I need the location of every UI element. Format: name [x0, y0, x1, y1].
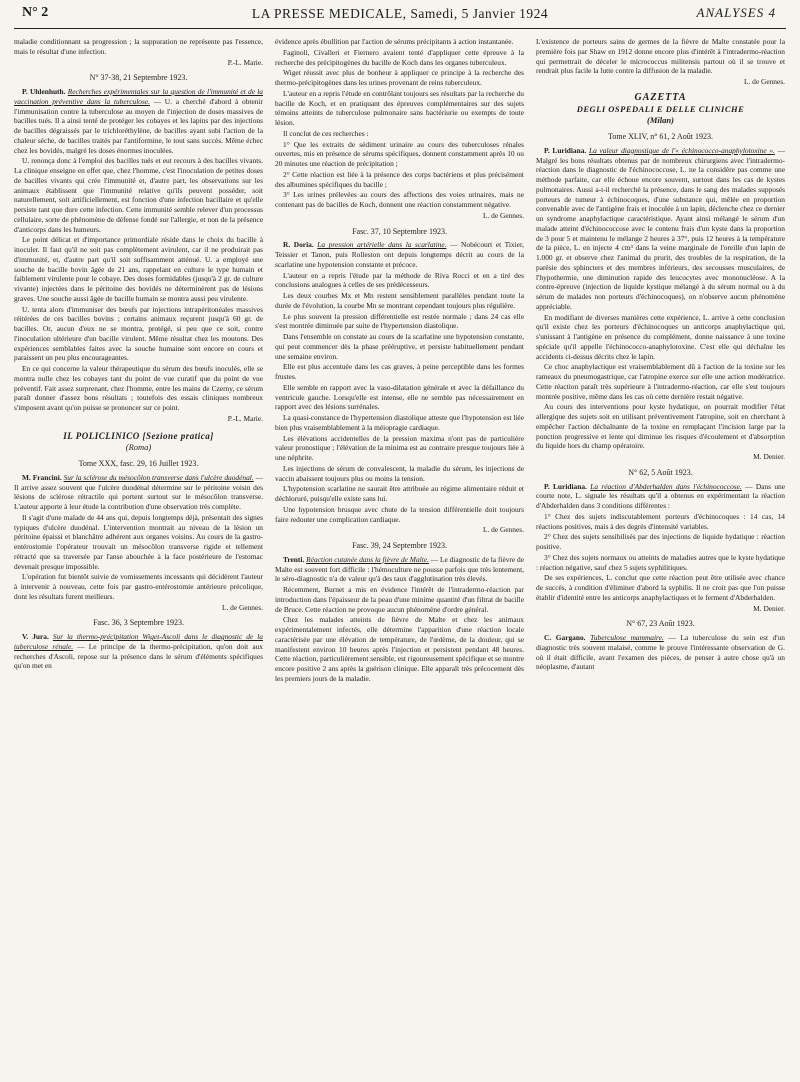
article-lead — [275, 240, 524, 269]
issue-date: Fasc. 36, 3 Septembre 1923. — [93, 618, 184, 628]
column-3 — [536, 37, 785, 685]
column-2 — [275, 37, 524, 685]
article-title: La valeur diagnostique de l'« échinococco-anaphylotoxine ». — [589, 145, 775, 155]
article-title: La pression artérielle dans la scarlatine. — [317, 240, 447, 250]
article-lead — [14, 87, 263, 155]
article-text: — Le diagnostic de la fièvre de Malte est souvent fort difficile : l'hémoculture ne pousse parfois que très lentement, le séro-diagnostic n'a de valeur qu'à des taux d'agglutination très élevés. — [275, 554, 525, 584]
article-author: R. Doria. — [283, 240, 314, 250]
paragraph: Wiget réussit avec plus de bonheur à appliquer ce principe à la recherche des thermo-précipitogènes dans les urines provenant de reins tuberculeux. — [275, 68, 524, 87]
paragraph: maladie conditionnant sa progression ; la suppuration ne représente pas l'essence, mais le résultat d'une infection. — [14, 37, 263, 56]
article-text: — Dans une courte note, L. signale les résultats qu'il a obtenus en expérimentant la réaction d'Abderhalden dans 3 conditions différentes : — [536, 481, 785, 510]
paragraph: 3° Les urines prélevées au cours des affections des voies urinaires, mais ne contenant pas de bacilles de Koch, donnent une réaction constamment négative. — [275, 190, 524, 209]
article-title: Sur la thermo-précipitation Wiget-Ascoli dans le diagnostic de la tuberculose rénale. — [14, 632, 263, 651]
article-lead — [14, 632, 263, 671]
journal-section-subtitle: DEGLI OSPEDALI E DELLE CLINICHE — [576, 103, 745, 114]
paragraph: L'existence de porteurs sains de germes de la fièvre de Malte constatée pour la première fois par Shaw en 1912 donne encore plus d'intérêt à l'intradermo-réaction qui permettrait de déceler le micrococcus militensis partout où il se trouve et rendrait plus facile la lutte contre la diffusion de la maladie. — [536, 37, 785, 76]
paragraph: En ce qui concerne la valeur thérapeutique du sérum des bœufs inoculés, elle se montra nulle chez les cobayes tant du point de vue curatif que du point de vue préventif. Fait assez surprenant, chez l'homme, entre les mains de Czerny, ce sérum paraît donner d'assez bons résultats ; toutefois des essais cliniques nombreux s'imposent avant qu'on puisse se prononcer sur ce point. — [14, 364, 263, 412]
issue-date: Tome XLIV, n° 61, 2 Août 1923. — [608, 132, 713, 141]
columns — [14, 29, 786, 685]
article-author: P. Luridiana. — [544, 481, 587, 491]
paragraph: U. renonça donc à l'emploi des bacilles tués et eut recours à des bacilles vivants. La clinique enseigne en effet que, chez l'homme, c'est l'inoculation de petites doses de bacilles vivants qui crée l'immunité et, d'autre part, les observations sur les animaux établissent que l'immunité relative qu'ils peuvent posséder, soit naturellement, soit artificiellement, est fonction d'une infection bacillaire et qu'elle persiste tant que dure cette infection. Cette immunité semble relever d'un processus cellulaire, sorte de phénomène de défense fondé sur l'allergie, et non de la présence d'anticorps dans les humeurs. — [14, 156, 263, 234]
paragraph: Le plus souvent la pression différentielle est restée normale ; dans 24 cas elle s'est montrée diminuée par suite de l'hypertension diastolique. — [275, 311, 524, 331]
paragraph: Les injections de sérum de convalescent, la maladie du sérum, les injections de vaccin abaissent toujours plus ou moins la tension. — [275, 463, 524, 483]
signature: L. de Gennes. — [482, 525, 524, 535]
paragraph: 1° Chez des sujets indiscutablement porteurs d'échinocoques : 14 cas, 14 réactions positives, mais à des degrés d'intensité variables. — [536, 511, 785, 531]
paragraph: Elle semble en rapport avec la vaso-dilatation générale et avec la défaillance du ventricule gauche. Lorsqu'elle est intense, elle ne semble pas nécessairement en rapport avec des lésions surrénales. — [275, 382, 524, 412]
paragraph: Les élévations accidentelles de la pression maxima n'ont pas de particulière valeur pronostique ; l'élévation de la minima est au contraire presque toujours liée à une néphrite. — [275, 433, 524, 462]
signature: P.-L. Marie. — [227, 413, 263, 423]
journal-section-title: IL POLICLINICO [Sezione pratica] — [63, 430, 214, 441]
issue-date: N° 67, 23 Août 1923. — [626, 619, 695, 629]
signature: M. Denier. — [753, 603, 785, 613]
page-header — [14, 0, 786, 29]
paragraph: Les deux courbes Mx et Mn restent sensiblement parallèles pendant toute la durée de l'évolution, la courbe Mn se montrant cependant toujours plus régulière. — [275, 291, 524, 310]
signature: M. Denier. — [753, 452, 785, 461]
article-lead — [536, 146, 785, 312]
paragraph: 3° Chez des sujets normaux ou atteints de maladies autres que le kyste hydatique : réaction négative, sauf chez 5 sujets syphilitiques. — [536, 552, 785, 572]
page-number: N° 2 — [22, 5, 49, 20]
paragraph: Il s'agit d'une malade de 44 ans qui, depuis longtemps déjà, présentait des signes typiques d'ulcère duodénal. L'intervention montrait au niveau de la lésion un péritoine épaissi et blanchâtre adhérent aux organes voisins. Au cours de la gastro-entérostomie l'opérateur trouvait un mésocôlon transverse rigide et tellement rétracté que sa traversée par l'anse abouchée à la face postérieure de l'estomac devenait presque impossible. — [14, 512, 263, 571]
paragraph: Chez les malades atteints de fièvre de Malte et chez les animaux expérimentalement infectés, elle détermine l'apparition d'une réaction locale caractérisée par une élévation de température, de l'œdème, de la douleur, qui se manifestent environ 10 heures après l'injection et persistent pendant 48 heures. Cette réaction, particulièrement sensible, est rigoureusement spécifique et se montre encore positive 2 ans après la guérison clinique. Elle apparaît très précocement dès les premiers jours de la maladie. — [275, 615, 524, 683]
paragraph: Une hypotension brusque avec chute de la tension différentielle doit toujours faire redouter une complication cardiaque. — [275, 504, 524, 524]
paragraph: U. tenta alors d'immuniser des bœufs par injections intrapéritonéales massives réitérées de ces bacilles bovins ; certains animaux reçurent jusqu'à 60 gr. de bacilles. Or, aucun d'eux ne se montra, protégé, si peu que ce soit, contre l'inoculation ultérieure d'un bacille virulent. Même résultat chez les moutons. Des expériences semblables faites avec la souche humaine sont encore en cours et paraissent un peu plus encourageantes. — [14, 304, 263, 363]
paragraph: L'opération fut bientôt suivie de vomissements incessants qui décidèrent l'auteur à intervenir à nouveau, cette fois par gastro-entérostomie antérieure précolique, dont les résultats furent meilleurs. — [14, 572, 263, 601]
paragraph: Le point délicat et d'importance primordiale réside dans le choix du bacille à inoculer. Il faut qu'il ne soit pas complètement avirulent, car il ne produirait pas d'immunité, et, d'autre part qu'il soit suffisamment atténué. U. a employé une souche de bacille bovin âgée de 21 ans, rappelant en culture le type humain et faiblement virulente pour le cobaye. Des doses formidables (jusqu'à 2 gr. de culture vivante) injectées dans le péritoine des bovidés ne déterminèrent pas de lésions graves. Une souche aussi âgée de bacille humain se montra aussi peu virulente. — [14, 235, 263, 303]
article-text: — Malgré les bons résultats obtenus par de nombreux chirurgiens avec l'intradermo-réaction dans le diagnostic de l'échinococcose, L. ne la considère pas comme une méthode parfaite, car elle échoue encore souvent, surtout dans les cas de kystes pulmonaires. Aussi a-t-il recherché la présence, dans le sang des malades supposés porteurs de tumeur à échinocoques, d'une substance qui, mêlée en proportion convenable avec de l'antigène frais et inoculée à un lapin, déclenche chez ce dernier un syndrome anaphylactique caractéristique. Ayant ainsi mélangé le sérum d'un malade atteint d'échinococcose avec le contenu frais d'un kyste dans la proportion de 3 pour 5 et maintenu le mélange 2 heures à 37°, puis 12 heures à la température de la pièce, L. en injecte 4 cm³ dans la veine marginale de l'oreille d'un lapin de 1.000 gr. et observe chez l'animal du prurit, des troubles de la respiration, de la parésie des sphincters et des membres inférieurs, des secousses musculaires, de l'hypothermie, une diminution rapide des leucocytes avec mononucléose. A la contre-épreuve (injection de liquide kystique mélangé à du sérum normal ou à du sérum de malades non porteurs d'échinocoques), on n'observe aucun phénomène appréciable. — [536, 145, 786, 311]
paragraph: Dans l'ensemble on constate au cours de la scarlatine une hypotension constante, qui peut commencer dès la phase prééruptive, et persiste habituellement pendant une semaine environ. — [275, 332, 524, 361]
paragraph: 2° Chez des sujets sensibilisés par des injections de liquide hydatique : réaction positive. — [536, 532, 785, 551]
article-author: Trenti. — [283, 554, 305, 564]
paragraph: De ses expériences, L. conclut que cette réaction peut être utilisée avec chance de succès, à condition d'éliminer d'abord la syphilis. Il ne croit pas que l'on puisse établir d'identité entre les anticorps anaphylactiques et le ferment d'Abderhalden. — [536, 573, 785, 602]
article-text: — U. a cherché d'abord à obtenir l'immunisation contre la tuberculose au moyen de l'injection de doses massives de bacilles tués. Il a ainsi tenté de protéger les cobayes et les lapins par des injections de bacilles dégraissés par le trichloréthylène, de bacilles ayant subi l'action de la chaleur sèche, de bacilles traités par l'antiformine, le tout sans succès. Même échec chez les bovidés, malgré les doses énormes inoculées. — [14, 96, 263, 155]
paragraph: Il conclut de ces recherches : — [283, 128, 369, 138]
paragraph: L'auteur en a repris l'étude par la méthode de Riva Rocci et en a tiré des conclusions analogues à celles de ses prédécesseurs. — [275, 270, 524, 290]
signature: L. de Gennes. — [482, 210, 524, 220]
paragraph: L'hypotension scarlatine ne saurait être attribuée au régime alimentaire réduit et déchloruré, puisqu'elle existe sans lui. — [275, 484, 524, 503]
article-lead — [275, 555, 524, 584]
article-author: C. Gargano. — [544, 633, 586, 642]
paragraph: L'auteur en a repris l'étude en contrôlant toujours ses résultats par la recherche du bacille de Koch, et en pratiquant des épreuves complémentaires sur des sujets témoins atteints de tuberculose pulmonaire sans bactériurie ou exempts de toute lésion. — [275, 88, 524, 127]
article-text: — Nobécourt et Tixier, Teissier et Tanon, puis Rolleston ont depuis longtemps décrit au cours de la scarlatine une hypotension constante et précoce. — [275, 240, 524, 269]
article-lead — [536, 482, 785, 511]
paragraph: 2° Cette réaction est liée à la présence des corps bactériens et plus précisément des albumines spécifiques du bacille ; — [275, 169, 524, 189]
paragraph: Ce choc anaphylactique est vraisemblablement dû à l'action de la toxine sur les rameaux du pneumogastrique, car l'atropine exerce sur elle une action modératrice. Cette réaction paraît très supérieure à l'intradermo-réaction, car elle s'est toujours montrée positive, même dans les cas où cette dernière restait négative. — [536, 362, 785, 401]
article-author: M. Francini. — [22, 472, 62, 482]
article-author: P. Luridiana. — [544, 145, 587, 155]
article-title: Réaction cutanée dans la fièvre de Malte. — [306, 554, 429, 564]
article-text: — Le principe de la thermo-précipitation, qu'on doit aux recherches d'Ascoli, repose sur la présence dans le sérum d'éléments spécifiques qu'on met en — [14, 641, 263, 671]
issue-date: N° 37-38, 21 Septembre 1923. — [89, 73, 188, 83]
issue-date: Tome XXX, fasc. 29, 16 Juillet 1923. — [78, 459, 199, 468]
paragraph: Au cours des interventions pour kyste hydatique, on pourrait modifier l'état allergique des sujets soit en utilisant préventivement l'atropine, soit en cherchant à empêcher l'action déchaînante de la toxine en remplaçant l'incision large par la ponction progressive et lente qui diminue les risques d'écoulement et d'absorption du liquide hors du champ opératoire. — [536, 402, 785, 451]
paragraph: 1° Que les extraits de sédiment urinaire au cours des tuberculoses rénales ouvertes, mis en présence de sérums spécifiques, donnent constamment après 10 ou 20 minutes une réaction de précipitation ; — [275, 139, 524, 168]
article-title: Recherches expérimentales sur la question de l'immunité et de la vaccination préventive dans la tuberculose. — [14, 87, 263, 106]
journal-city: (Roma) — [125, 442, 152, 453]
journal-section-title: GAZETTA — [634, 91, 687, 103]
article-lead — [536, 633, 785, 672]
article-text: — Il arrive assez souvent que l'ulcère duodénal détermine sur le péritoine voisin des lésions de sclérose rétractile qui portent surtout sur le mésocôlon transverse. L'auteur apporte à leur étude la contribution d'une observation très complète. — [14, 472, 263, 511]
paragraph: Faginoli, Cívalleri et Fiernero avaient tenté d'appliquer cette épreuve à la recherche des précipitogènes du bacille de Koch dans les organes tuberculeux. — [275, 47, 524, 67]
article-author: V. Jura. — [22, 632, 49, 641]
paragraph: La quasi-constance de l'hypertension diastolique atteste que l'hypotension est liée bien plus vraisemblablement à la méiopragie cardiaque. — [275, 413, 524, 432]
article-author: P. Uhlenhuth. — [22, 87, 66, 96]
issue-date: Fasc. 39, 24 Septembre 1923. — [352, 541, 447, 550]
article-title: Tuberculose mammaire. — [590, 633, 664, 642]
journal-city: (Milan) — [647, 115, 674, 126]
section-label: ANALYSES 4 — [696, 5, 776, 20]
signature: P.-L. Marie. — [227, 57, 263, 67]
article-title: La réaction d'Abderhalden dans l'échinococcose. — [590, 481, 742, 491]
article-text: — La tuberculose du sein est d'un diagnostic très souvent malaisé, comme le prouve l'intéressante observation de G. où il était difficile, avant l'examen des pièces, de penser à autre chose qu'à un néoplasme, d'autant — [536, 633, 786, 672]
paragraph: Récemment, Burnet a mis en évidence l'intérêt de l'intradermo-réaction par introduction dans l'épaisseur de la peau d'une minime quantité d'un filtrat de bacille de Bruce. Cette réaction ne provoque aucun phénomène d'ordre général. — [275, 585, 524, 614]
paragraph: Elle est plus accentuée dans les cas graves, à peine perceptible dans les formes frustes. — [275, 362, 524, 381]
column-1 — [14, 37, 263, 685]
issue-date: Fasc. 37, 10 Septembre 1923. — [352, 226, 447, 236]
article-lead — [14, 473, 263, 512]
journal-title: LA PRESSE MEDICALE, Samedi, 5 Janvier 1924 — [251, 6, 549, 21]
issue-date: N° 62, 5 Août 1923. — [628, 467, 693, 477]
signature: L. de Gennes. — [743, 77, 785, 86]
paragraph: En modifiant de diverses manières cette expérience, L. arrive à cette conclusion qu'il existe chez les porteurs d'échinocoques un anticorps anaphylactique qui, s'unissant à l'antigène en présence du complément, donne naissance à une toxine spéciale qu'il appelle l'échinococco-anaphylotoxine. C'est elle qui déchaîne les accidents ci-dessus décrits chez le lapin. — [536, 312, 785, 361]
signature: L. de Gennes. — [221, 602, 263, 612]
paragraph: évidence après ébullition par l'action de sérums précipitants à action instantanée. — [275, 37, 514, 46]
article-title: Sur la sclérose du mésocôlon transverse dans l'ulcère duodénal. — [63, 472, 254, 482]
